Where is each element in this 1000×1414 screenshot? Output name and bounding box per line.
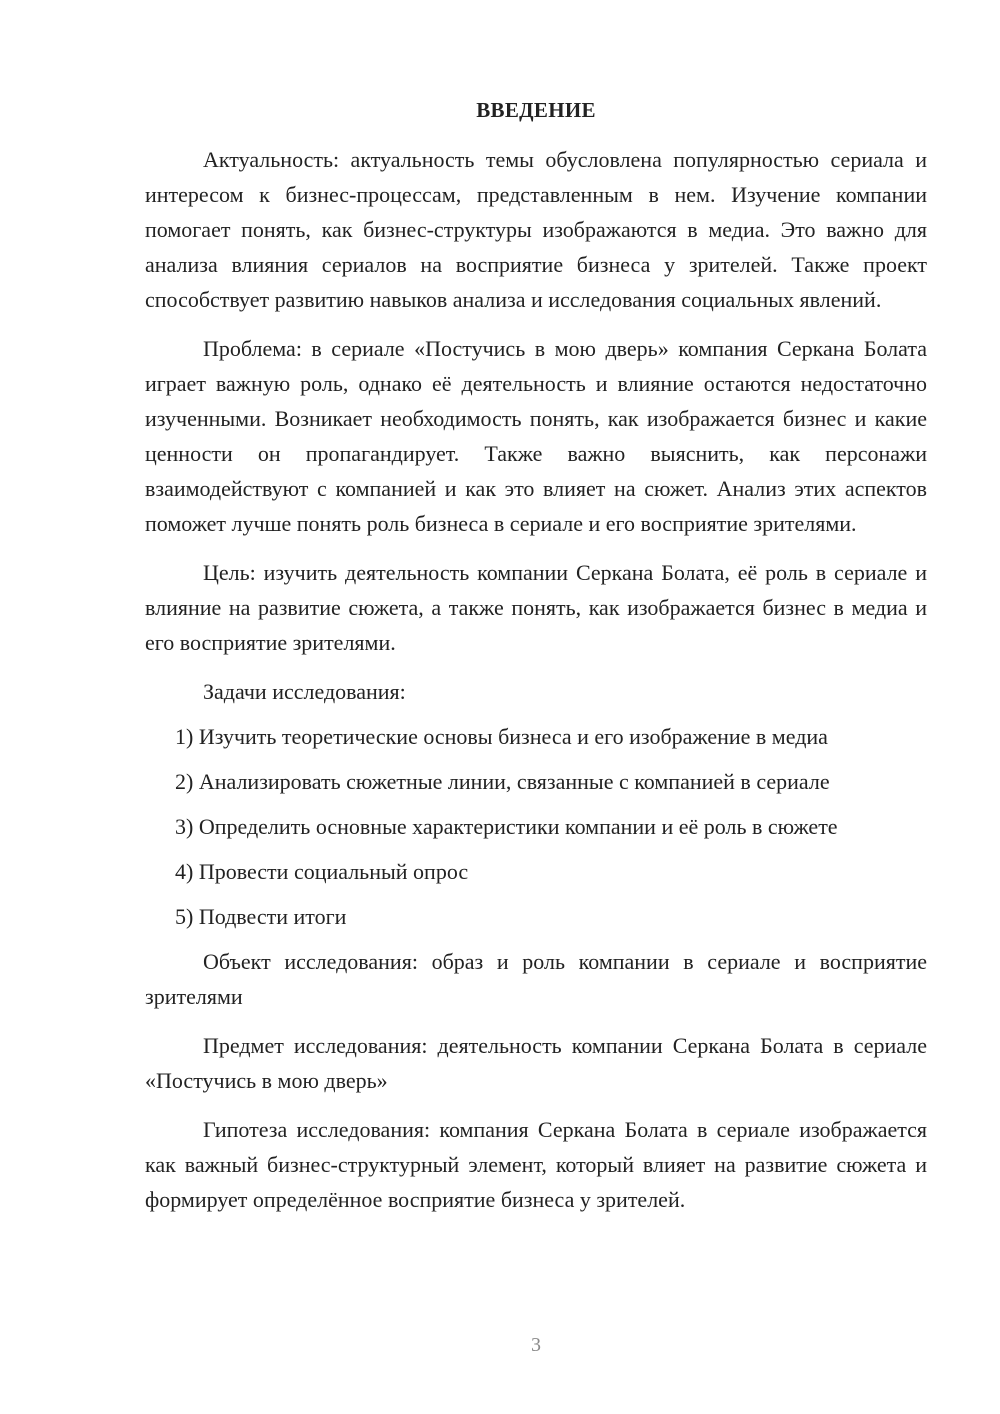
hypothesis-paragraph: Гипотеза исследования: компания Серкана Болата в сериале изображается как важный бизнес-структурный элемент, который влияет на развитие сюжета и формирует определённое восприятие бизнеса у зрителей. — [145, 1117, 927, 1212]
tasks-heading: Задачи исследования: — [203, 679, 406, 704]
section-title: ВВЕДЕНИЕ — [476, 98, 596, 122]
object-paragraph: Объект исследования: образ и роль компании в сериале и восприятие зрителями — [145, 949, 927, 1009]
tasks-list — [145, 719, 927, 934]
task-item: 2) Анализировать сюжетные линии, связанные с компанией в сериале — [175, 769, 830, 794]
page-number: 3 — [531, 1334, 541, 1356]
task-item: 5) Подвести итоги — [175, 904, 347, 929]
relevance-paragraph: Актуальность: актуальность темы обусловлена популярностью сериала и интересом к бизнес-процессам, представленным в нем. Изучение компании помогает понять, как бизнес-структуры изображаются в медиа. Это важно для анализа влияния сериалов на восприятие бизнеса у зрителей. Также проект способствует развитию навыков анализа и исследования социальных явлений. — [145, 147, 927, 312]
task-item: 1) Изучить теоретические основы бизнеса и его изображение в медиа — [175, 724, 828, 749]
subject-paragraph: Предмет исследования: деятельность компании Серкана Болата в сериале «Постучись в мою дверь» — [145, 1033, 927, 1093]
task-item: 4) Провести социальный опрос — [175, 859, 469, 884]
goal-paragraph: Цель: изучить деятельность компании Серкана Болата, её роль в сериале и влияние на развитие сюжета, а также понять, как изображается бизнес в медиа и его восприятие зрителями. — [145, 560, 927, 655]
document-body — [145, 142, 927, 1231]
problem-paragraph: Проблема: в сериале «Постучись в мою дверь» компания Серкана Болата играет важную роль, однако её деятельность и влияние остаются недостаточно изученными. Возникает необходимость понять, как изображается бизнес и какие ценности он пропагандирует. Также важно выяснить, как персонажи взаимодействуют с компанией и как это влияет на сюжет. Анализ этих аспектов поможет лучше понять роль бизнеса в сериале и его восприятие зрителями. — [145, 336, 927, 536]
task-item: 3) Определить основные характеристики компании и её роль в сюжете — [175, 814, 838, 839]
